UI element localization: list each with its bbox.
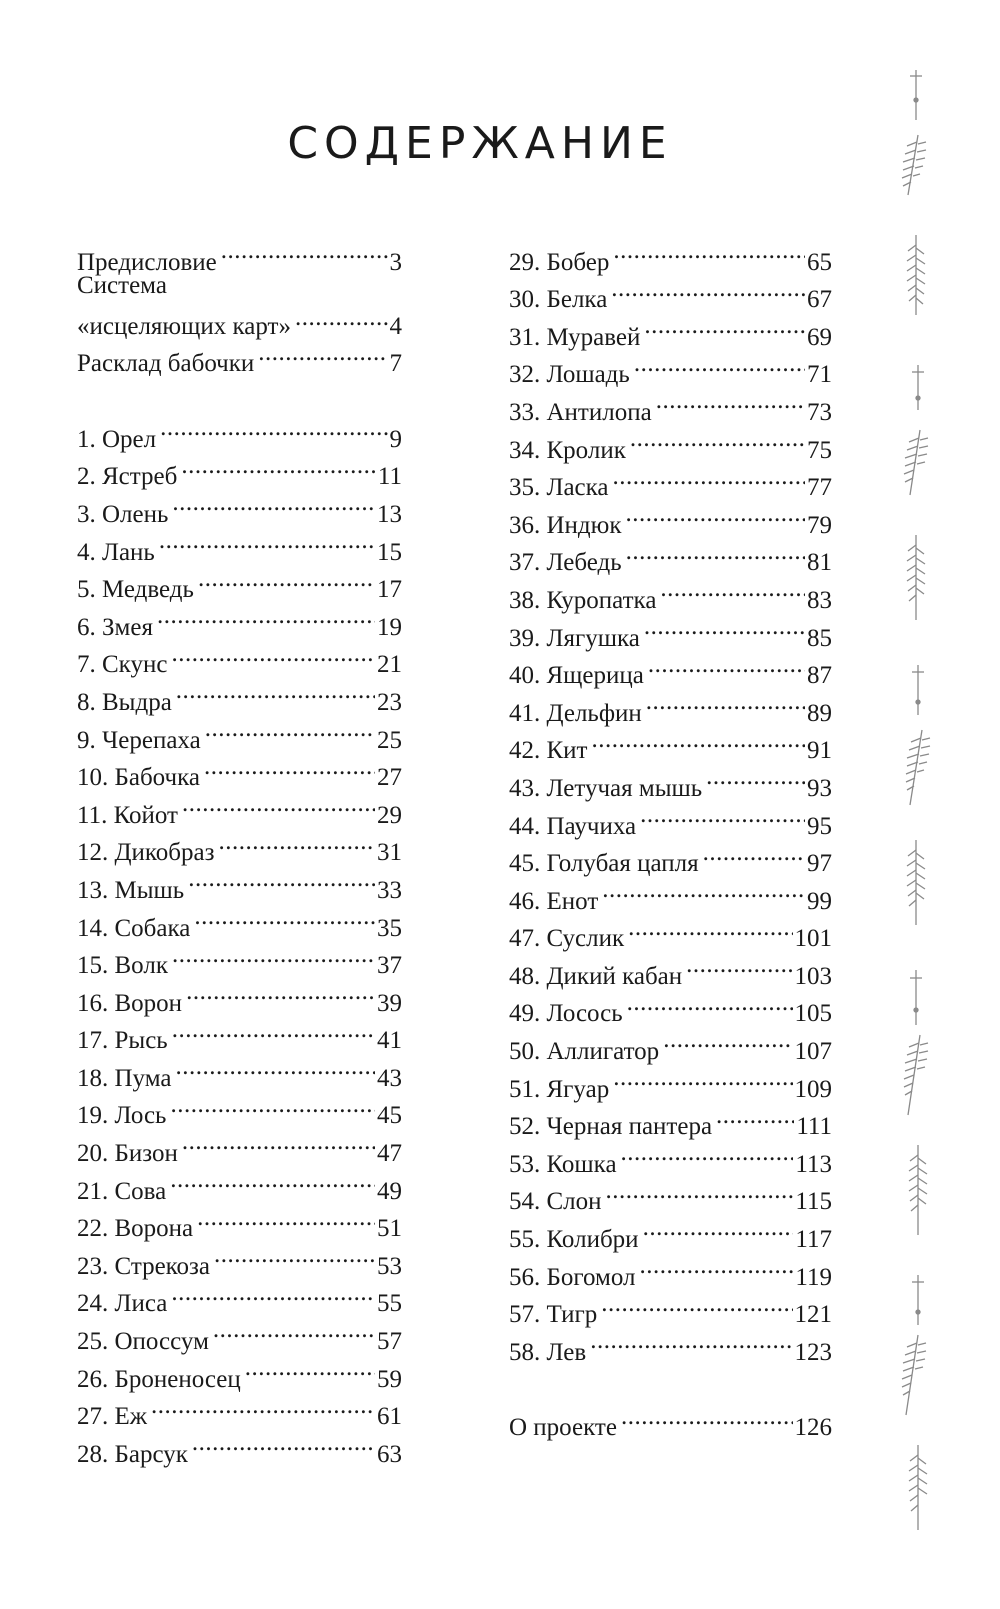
- toc-entry-page: 23: [377, 688, 402, 716]
- toc-entry-label: 26. Броненосец: [77, 1365, 241, 1393]
- dot-leader: [663, 1021, 792, 1059]
- toc-entry-page: 33: [377, 876, 402, 904]
- toc-entry-label: 57. Тигр: [509, 1301, 598, 1329]
- toc-entry-label: 6. Змея: [77, 613, 153, 641]
- sprig-icon: [910, 970, 922, 1025]
- toc-entry-label: 51. Ягуар: [509, 1075, 610, 1103]
- toc-entry-page: 115: [795, 1188, 832, 1216]
- dot-leader: [205, 710, 375, 748]
- dot-leader: [602, 871, 805, 909]
- toc-entry-label: 47. Суслик: [509, 925, 625, 953]
- dot-leader: [716, 1097, 794, 1135]
- toc-entry-page: 27: [377, 764, 402, 792]
- toc-entry-page: 25: [377, 726, 402, 754]
- toc-entry-page: 73: [807, 398, 832, 426]
- toc-entry-page: 85: [807, 624, 832, 652]
- dot-leader: [172, 484, 375, 522]
- toc-entry-label: 10. Бабочка: [77, 764, 200, 792]
- toc-entry-page: 7: [389, 350, 402, 378]
- toc-entry-label: 50. Аллигатор: [509, 1038, 660, 1066]
- dot-leader: [613, 1059, 792, 1097]
- toc-entry-page: 111: [796, 1113, 832, 1141]
- dot-leader: [613, 232, 805, 270]
- toc-entry-label: 38. Куропатка: [509, 586, 657, 614]
- dot-leader: [221, 232, 388, 270]
- toc-entry-card-system[interactable]: [77, 270, 402, 340]
- dot-leader: [192, 1424, 375, 1462]
- dot-leader: [170, 1086, 375, 1124]
- toc-entry-label: 4. Лань: [77, 538, 155, 566]
- sprig-icon: [912, 665, 924, 715]
- toc-entry-page: 77: [807, 474, 832, 502]
- toc-entry-label: 19. Лось: [77, 1102, 167, 1130]
- dot-leader: [181, 447, 376, 485]
- toc-entry-label: 33. Антилопа: [509, 398, 652, 426]
- dot-leader: [639, 1247, 793, 1285]
- toc-entry-page: 123: [794, 1338, 832, 1366]
- toc-entry-page: 119: [795, 1263, 832, 1291]
- toc-entry-label: 13. Мышь: [77, 876, 185, 904]
- toc-entry-label: 18. Пума: [77, 1064, 172, 1092]
- dot-leader: [644, 307, 805, 345]
- toc-entry-label: 44. Паучиха: [509, 812, 637, 840]
- toc-entry-page: 37: [377, 952, 402, 980]
- dot-leader: [590, 1322, 792, 1360]
- toc-entry-page: 11: [377, 463, 402, 491]
- toc-entry-label: 1. Орел: [77, 425, 157, 453]
- dot-leader: [295, 302, 388, 334]
- toc-entry-page: 41: [377, 1027, 402, 1055]
- toc-entry-page: 83: [807, 586, 832, 614]
- toc-entry-label: 2. Ястреб: [77, 463, 178, 491]
- fern-leaf-icon: [907, 840, 925, 925]
- dot-leader: [703, 834, 805, 872]
- page-title: СОДЕРЖАНИЕ: [287, 118, 673, 169]
- dot-leader: [172, 936, 375, 974]
- dot-leader: [643, 1209, 794, 1247]
- toc-entry-label: 23. Стрекоза: [77, 1252, 211, 1280]
- dot-leader: [611, 270, 805, 308]
- dot-leader: [648, 646, 805, 684]
- sprig-icon: [910, 70, 922, 120]
- toc-entry-page: 53: [377, 1252, 402, 1280]
- toc-entry-page: 55: [377, 1290, 402, 1318]
- toc-right-column: [509, 232, 832, 1442]
- toc-entry-label: 21. Сова: [77, 1177, 167, 1205]
- dot-leader: [627, 984, 793, 1022]
- dot-leader: [630, 420, 805, 458]
- dot-leader: [171, 1274, 375, 1312]
- toc-entry-about-project[interactable]: [509, 1398, 832, 1442]
- fern-leaf-icon: [902, 135, 926, 195]
- dot-leader: [159, 522, 375, 560]
- dot-leader: [640, 796, 805, 834]
- toc-entry-label: 36. Индюк: [509, 511, 622, 539]
- toc-entry-label: 30. Белка: [509, 286, 608, 314]
- toc-entry-page: 65: [807, 248, 832, 276]
- dot-leader: [613, 458, 805, 496]
- toc-entry-page: 59: [377, 1365, 402, 1393]
- toc-entry-page: 13: [377, 500, 402, 528]
- toc-entry-label: 46. Енот: [509, 887, 599, 915]
- toc-entry-label: 58. Лев: [509, 1338, 587, 1366]
- dot-leader: [258, 334, 387, 372]
- toc-entry-page: 117: [795, 1226, 832, 1254]
- toc-entry-label: 43. Летучая мышь: [509, 774, 703, 802]
- toc-entry-label: 28. Барсук: [77, 1440, 188, 1468]
- toc-left-column: [77, 232, 402, 1468]
- toc-entry-label: 55. Колибри: [509, 1226, 639, 1254]
- toc-entry-page: 57: [377, 1328, 402, 1356]
- toc-entry-page: 31: [377, 839, 402, 867]
- toc-entry-label: 34. Кролик: [509, 436, 626, 464]
- dot-leader: [245, 1349, 375, 1387]
- toc-entry-label: 52. Черная пантера: [509, 1113, 713, 1141]
- dot-leader: [188, 860, 375, 898]
- toc-entry-label: 11. Койот: [77, 801, 178, 829]
- toc-list-left: [77, 409, 402, 1468]
- dot-leader: [170, 1161, 375, 1199]
- toc-entry-label: 37. Лебедь: [509, 549, 622, 577]
- toc-entry-label: 40. Ящерица: [509, 662, 644, 690]
- toc-entry-label-line1: Система: [77, 271, 167, 299]
- toc-entry-page: 49: [377, 1177, 402, 1205]
- toc-entry-label: 9. Черепаха: [77, 726, 201, 754]
- toc-entry-label: 31. Муравей: [509, 323, 641, 351]
- toc-entry-page: 71: [807, 361, 832, 389]
- toc-entry-page: 63: [377, 1440, 402, 1468]
- toc-entry-label: 8. Выдра: [77, 688, 172, 716]
- toc-entry-page: 39: [377, 989, 402, 1017]
- toc-entry-label: 56. Богомол: [509, 1263, 636, 1291]
- toc-entry-page: 91: [807, 737, 832, 765]
- dot-leader: [621, 1134, 794, 1172]
- toc-entry-label: 5. Медведь: [77, 576, 194, 604]
- toc-entry-label: 32. Лошадь: [509, 361, 630, 389]
- dot-leader: [172, 1011, 375, 1049]
- dot-leader: [175, 1048, 375, 1086]
- toc-entry-label: 49. Лосось: [509, 1000, 623, 1028]
- toc-entry-page: 126: [794, 1414, 832, 1442]
- toc-entry-page: 103: [794, 962, 832, 990]
- dot-leader: [686, 946, 792, 984]
- dot-leader: [182, 785, 375, 823]
- fern-leaf-icon: [909, 1445, 927, 1530]
- dot-leader: [157, 597, 375, 635]
- toc-entry-page: 93: [807, 774, 832, 802]
- toc-entry-page: 121: [794, 1301, 832, 1329]
- dot-leader: [591, 721, 805, 759]
- toc-entry-page: 47: [377, 1140, 402, 1168]
- dot-leader: [660, 570, 805, 608]
- dot-leader: [706, 758, 805, 796]
- fern-leaf-icon: [904, 430, 928, 495]
- dot-leader: [182, 1123, 375, 1161]
- toc-entry-label: 3. Олень: [77, 500, 169, 528]
- toc-entry[interactable]: [77, 409, 402, 453]
- toc-entry-label: 42. Кит: [509, 737, 588, 765]
- toc-entry-page: 3: [389, 248, 402, 276]
- toc-entry-label: 35. Ласка: [509, 474, 609, 502]
- sprig-icon: [912, 1275, 924, 1325]
- toc-entry-page: 99: [807, 887, 832, 915]
- dot-leader: [198, 560, 375, 598]
- toc-entry-label: 48. Дикий кабан: [509, 962, 683, 990]
- dot-leader: [626, 533, 805, 571]
- botanical-border-ornament: [888, 60, 948, 1560]
- dot-leader: [606, 1172, 794, 1210]
- dot-leader: [644, 608, 805, 646]
- toc-entry-label: 14. Собака: [77, 914, 191, 942]
- toc-list-right: [509, 232, 832, 1366]
- dot-leader: [176, 672, 375, 710]
- toc-entry-label: 7. Скунс: [77, 651, 168, 679]
- dot-leader: [197, 1199, 375, 1237]
- toc-entry-label: О проекте: [509, 1414, 617, 1442]
- dot-leader: [171, 635, 375, 673]
- toc-entry-label: 45. Голубая цапля: [509, 850, 699, 878]
- toc-entry-label: 41. Дельфин: [509, 699, 642, 727]
- toc-entry-label: 29. Бобер: [509, 248, 610, 276]
- toc-entry-page: 109: [794, 1075, 832, 1103]
- fern-leaf-icon: [902, 1335, 926, 1415]
- toc-entry-label: 15. Волк: [77, 952, 168, 980]
- dot-leader: [160, 409, 387, 447]
- toc-entry-label: 20. Бизон: [77, 1140, 178, 1168]
- dot-leader: [601, 1285, 792, 1323]
- dot-leader: [628, 909, 792, 947]
- toc-entry-page: 4: [389, 312, 402, 340]
- toc-entry-label: 16. Ворон: [77, 989, 183, 1017]
- toc-entry-label: 39. Лягушка: [509, 624, 640, 652]
- dot-leader: [656, 382, 805, 420]
- toc-entry-page: 17: [377, 576, 402, 604]
- fern-leaf-icon: [904, 1035, 928, 1115]
- dot-leader: [634, 345, 805, 383]
- toc-entry-page: 105: [794, 1000, 832, 1028]
- toc-entry-page: 89: [807, 699, 832, 727]
- toc-entry-label: Расклад бабочки: [77, 350, 255, 378]
- dot-leader: [194, 898, 375, 936]
- dot-leader: [219, 823, 376, 861]
- toc-entry-label: 22. Ворона: [77, 1215, 194, 1243]
- toc-entry-page: 19: [377, 613, 402, 641]
- toc-entry-page: 95: [807, 812, 832, 840]
- toc-entry-label: Предисловие: [77, 248, 217, 276]
- toc-entry-page: 45: [377, 1102, 402, 1130]
- toc-entry-page: 107: [794, 1038, 832, 1066]
- toc-entry-page: 101: [794, 925, 832, 953]
- toc-entry-page: 43: [377, 1064, 402, 1092]
- toc-entry-page: 35: [377, 914, 402, 942]
- dot-leader: [646, 683, 805, 721]
- toc-entry-label: 17. Рысь: [77, 1027, 168, 1055]
- toc-entry-page: 51: [377, 1215, 402, 1243]
- toc-entry-label: 53. Кошка: [509, 1150, 617, 1178]
- toc-entry-page: 29: [377, 801, 402, 829]
- toc-entry-page: 87: [807, 662, 832, 690]
- toc-entry-page: 67: [807, 286, 832, 314]
- toc-entry-label: 54. Слон: [509, 1188, 602, 1216]
- dot-leader: [204, 748, 375, 786]
- toc-entry-page: 97: [807, 850, 832, 878]
- toc-entry-label: 24. Лиса: [77, 1290, 168, 1318]
- toc-entry-page: 9: [389, 425, 402, 453]
- fern-leaf-icon: [907, 535, 925, 620]
- dot-leader: [186, 973, 375, 1011]
- fern-leaf-icon: [909, 1145, 927, 1235]
- fern-leaf-icon: [907, 235, 925, 315]
- dot-leader: [213, 1311, 375, 1349]
- toc-entry-label-line2: «исцеляющих карт»: [77, 312, 291, 340]
- toc-entry-label: 27. Еж: [77, 1403, 148, 1431]
- dot-leader: [214, 1236, 375, 1274]
- dot-leader: [625, 495, 805, 533]
- dot-leader: [621, 1398, 793, 1436]
- toc-entry-page: 15: [377, 538, 402, 566]
- toc-entry-label: 12. Дикобраз: [77, 839, 215, 867]
- dot-leader: [151, 1387, 375, 1425]
- toc-entry-page: 61: [377, 1403, 402, 1431]
- toc-entry-page: 81: [807, 549, 832, 577]
- toc-entry-page: 21: [377, 651, 402, 679]
- toc-entry-page: 75: [807, 436, 832, 464]
- toc-entry-preface[interactable]: [77, 232, 402, 276]
- toc-entry-page: 113: [795, 1150, 832, 1178]
- toc-entry-page: 79: [807, 511, 832, 539]
- sprig-icon: [912, 365, 924, 410]
- toc-entry-label: 25. Опоссум: [77, 1328, 209, 1356]
- fern-leaf-icon: [906, 730, 930, 805]
- toc-entry-page: 69: [807, 323, 832, 351]
- toc-entry[interactable]: [509, 232, 832, 276]
